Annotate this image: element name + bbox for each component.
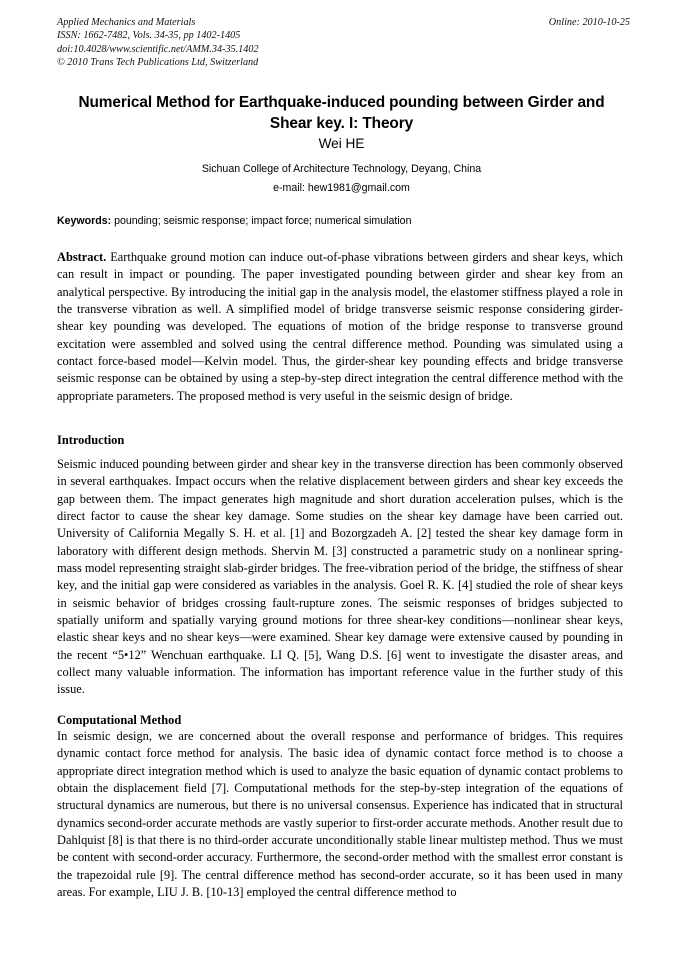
author-email: e-mail: hew1981@gmail.com — [273, 182, 410, 194]
online-publication-date: Online: 2010-10-25 — [548, 17, 630, 28]
journal-copyright: © 2010 Trans Tech Publications Ltd, Switzerland — [57, 57, 259, 69]
section-body-introduction: Seismic induced pounding between girder and shear key in the transverse direction has been commonly observed in several earthquakes. Impact occurs when the relative displacement between girders and shear key exceeds the gap between them. The impact generates high magnitude and short duration acceleration pulses, which is the direct factor to cause the shear key damage. Some studies on the shear key damage have been carried out. University of California Megally S. H. et al. [1] and Bozorgzadeh A. [2] tested the shear key damage form in laboratory with different design methods. Shervin M. [3] constructed a parametric study on a nonlinear spring-mass model representing straight slab-girder bridges. The free-vibration period of the bridge, the stiffness of shear key, and the initial gap were considered as variables in the analysis. Goel R. K. [4] studied the role of shear keys in seismic behavior of bridges crossing fault-rupture zones. The seismic responses of bridges subjected to spatially uniform and spatially varying ground motions for three shear-key conditions—nonlinear shear keys, elastic shear keys and no shear keys—were examined. Shear key damage were extensive caused by pounding in the recent “5•12” Wenchuan earthquake. LI Q. [5], Wang D.S. [6] went to investigate the disaster areas, and collect many valuable information. The information has important reference value in the further study of this issue. — [57, 457, 623, 697]
section-heading-computational-method: Computational Method — [57, 713, 182, 727]
keywords-value: pounding; seismic response; impact force; numerical simulation — [111, 215, 412, 227]
abstract-text: Earthquake ground motion can induce out-of-phase vibrations between girders and shear keys, which can result in impact or pounding. The paper investigated pounding between girder and shear key from an analytical perspective. By introducing the initial gap in the analysis model, the elastomer stiffness played a role in the transverse vibration as well. A simplified model of bridge transverse seismic response considering girder-shear key pounding was developed. The equations of motion of the bridge response to transverse ground excitation were assembled and solved using the central difference method. Pounding was simulated using a contact force-based model—Kelvin model. Thus, the girder-shear key pounding effects and bridge transverse seismic response can be obtained by using a step-by-step direct integration the central difference method with the appropriate parameters. The proposed method is very useful in the seismic design of bridge. — [57, 250, 623, 403]
journal-name: Applied Mechanics and Materials — [57, 17, 196, 28]
author-name: Wei HE — [318, 136, 365, 151]
author-affiliation: Sichuan College of Architecture Technology, Deyang, China — [201, 163, 482, 175]
abstract-label: Abstract. — [57, 250, 107, 264]
abstract-paragraph — [57, 249, 623, 405]
keywords-line — [57, 214, 626, 229]
journal-issn-volume: ISSN: 1662-7482, Vols. 34-35, pp 1402-1405 — [57, 30, 241, 42]
masthead-right-block — [549, 16, 630, 29]
section-heading-introduction: Introduction — [57, 433, 125, 447]
section-body-computational-method: In seismic design, we are concerned about the overall response and performance of bridges. This requires dynamic contact force method for analysis. The basic idea of dynamic contact force method is to choose a appropriate direct integration method which is used to analyze the basic equation of dynamic contact problems to obtain the displacement field [7]. Computational methods for the step-by-step integration of the equations of structural dynamics are numerous, but there is no universal consensus. Experience has indicated that in structural dynamics second-order accurate methods are vastly superior to first-order accurate methods. Another result due to Dahlquist [8] is that there is no third-order accurate unconditionally stable linear multistep method. Thus we must be content with second-order accuracy. Furthermore, the second-order method with the smallest error constant is the trapezoidal rule [9]. The central difference method has second-order accurate, so it has been used in many areas. For example, LIU J. B. [10-13] employed the central difference method to — [57, 729, 623, 900]
journal-doi: doi:10.4028/www.scientific.net/AMM.34-35.1402 — [57, 43, 259, 55]
page-title: Numerical Method for Earthquake-induced pounding between Girder and Shear key. I: Theory — [78, 94, 605, 133]
masthead-left-block — [57, 16, 259, 70]
journal-masthead — [57, 16, 630, 72]
keywords-label: Keywords: — [57, 215, 112, 227]
